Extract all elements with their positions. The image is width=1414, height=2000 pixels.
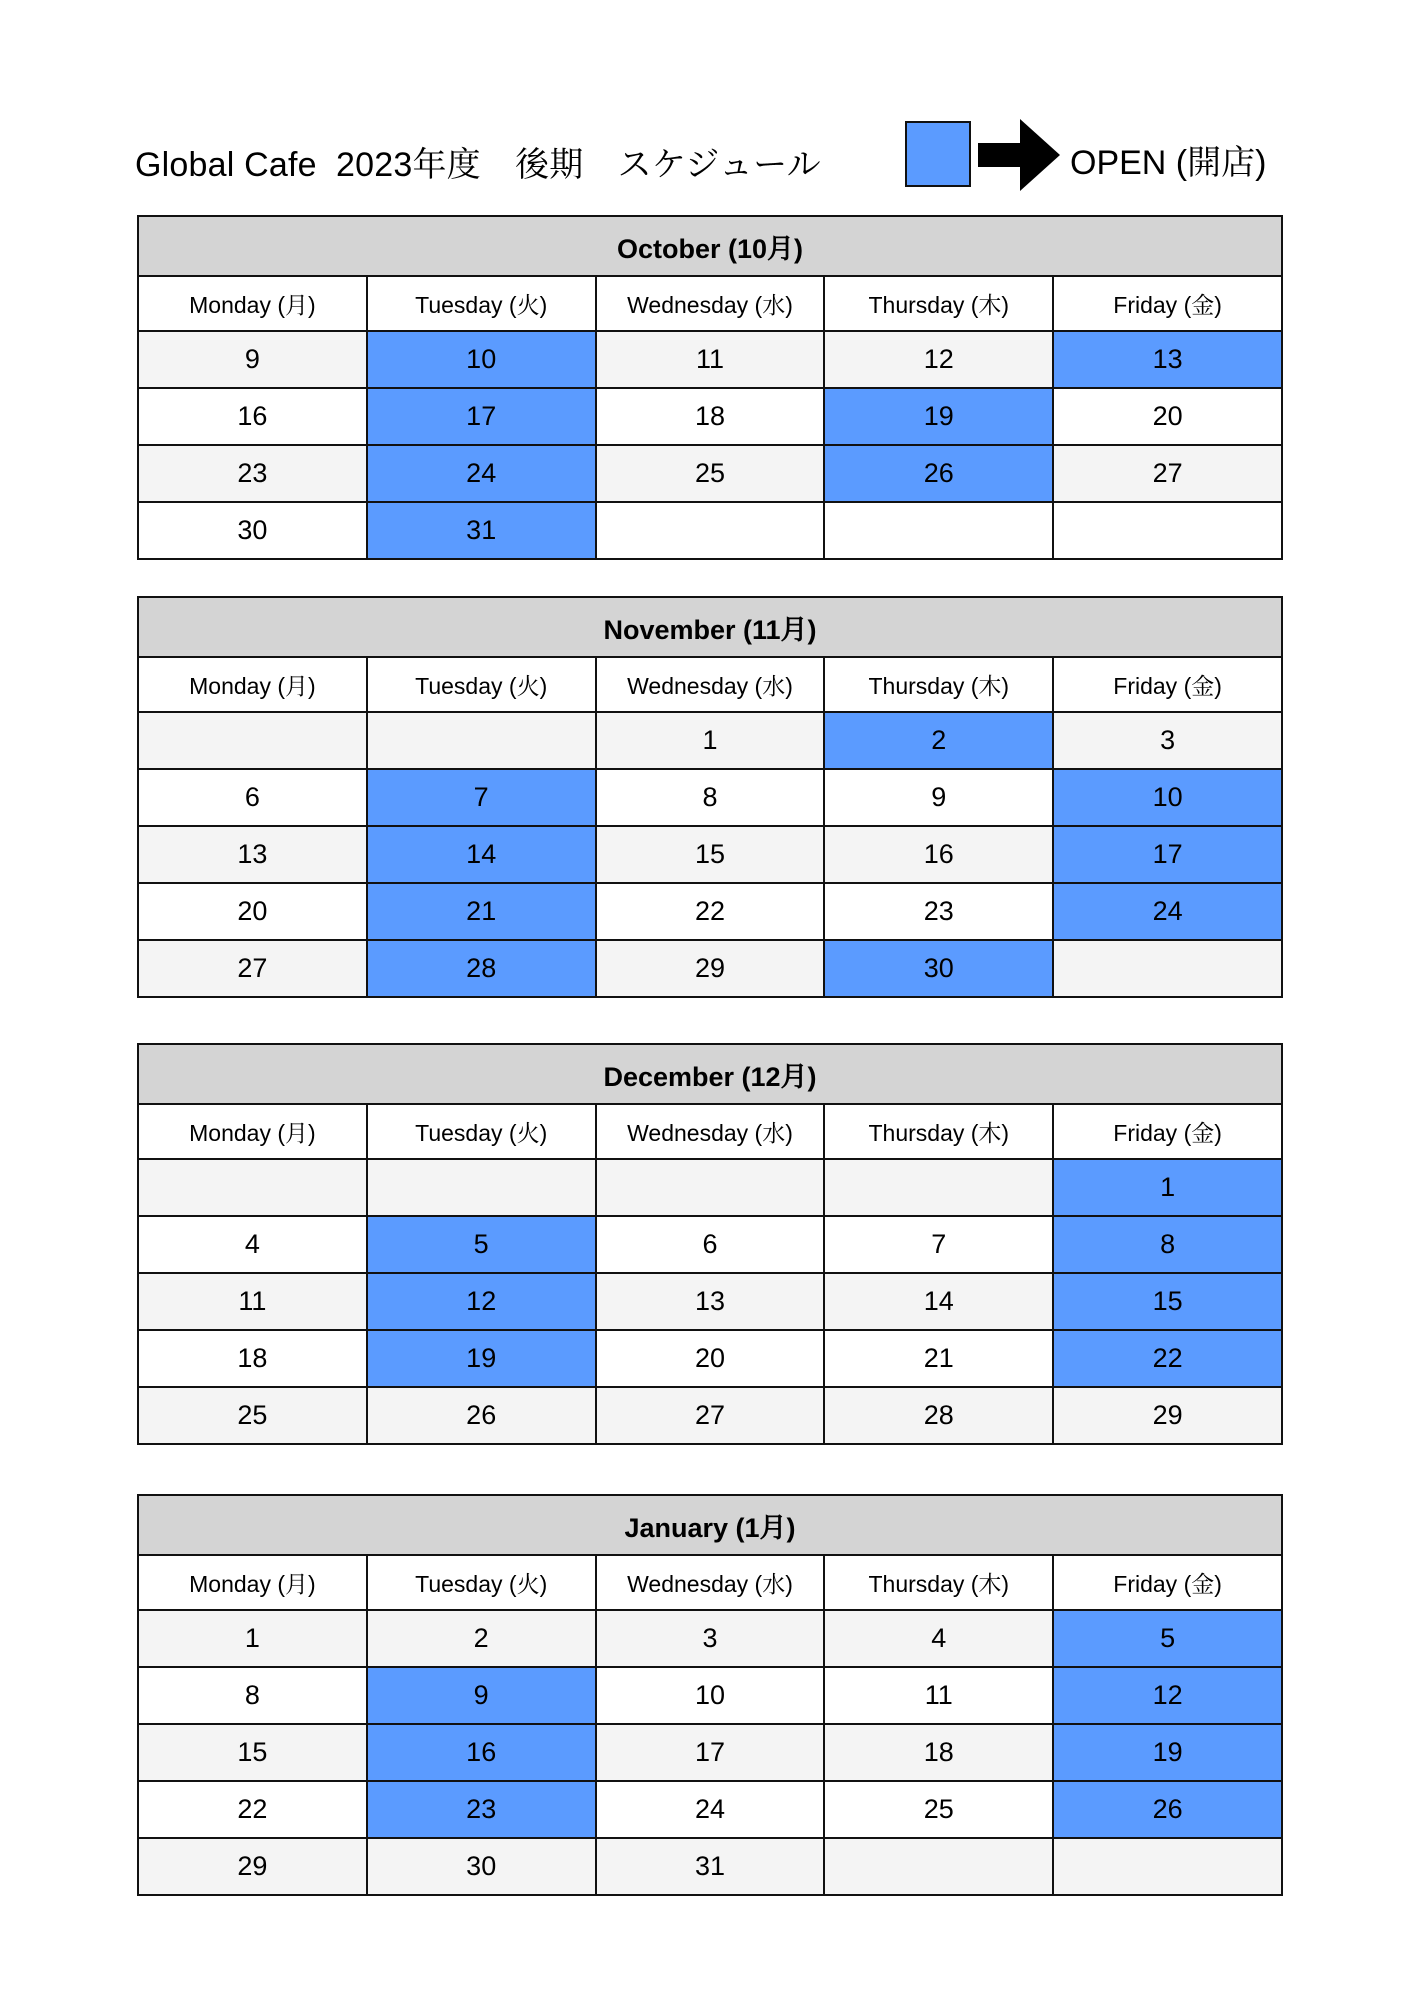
- week-row: [138, 388, 1282, 445]
- open-day-cell: 19: [1053, 1724, 1282, 1781]
- week-row: [138, 502, 1282, 559]
- day-cell: 8: [596, 769, 825, 826]
- week-row: [138, 1724, 1282, 1781]
- week-row: [138, 1273, 1282, 1330]
- day-cell: 22: [138, 1781, 367, 1838]
- day-cell: 3: [596, 1610, 825, 1667]
- open-day-cell: 26: [1053, 1781, 1282, 1838]
- open-day-cell: 28: [367, 940, 596, 997]
- open-day-cell: 1: [1053, 1159, 1282, 1216]
- open-day-cell: 9: [367, 1667, 596, 1724]
- month-calendar-january: [137, 1494, 1283, 1896]
- empty-day-cell: [596, 1159, 825, 1216]
- week-row: [138, 826, 1282, 883]
- open-day-cell: 12: [1053, 1667, 1282, 1724]
- weekday-header: Thursday (木): [824, 1555, 1053, 1610]
- open-day-cell: 15: [1053, 1273, 1282, 1330]
- open-day-cell: 7: [367, 769, 596, 826]
- empty-day-cell: [596, 502, 825, 559]
- week-row: [138, 1387, 1282, 1444]
- day-cell: 1: [596, 712, 825, 769]
- week-row: [138, 940, 1282, 997]
- day-cell: 3: [1053, 712, 1282, 769]
- month-calendar-november: [137, 596, 1283, 998]
- day-cell: 20: [1053, 388, 1282, 445]
- page-header: [135, 115, 1295, 200]
- day-cell: 2: [367, 1610, 596, 1667]
- weekday-header: Tuesday (火): [367, 657, 596, 712]
- open-day-cell: 17: [367, 388, 596, 445]
- weekday-header: Wednesday (水): [596, 657, 825, 712]
- weekday-header: Monday (月): [138, 1104, 367, 1159]
- weekday-header: Wednesday (水): [596, 1104, 825, 1159]
- week-row: [138, 445, 1282, 502]
- page-title: Global Cafe 2023年度 後期 スケジュール: [135, 146, 821, 184]
- month-title: November (11月): [138, 597, 1282, 657]
- day-cell: 4: [138, 1216, 367, 1273]
- day-cell: 1: [138, 1610, 367, 1667]
- weekday-header: Tuesday (火): [367, 1555, 596, 1610]
- day-cell: 28: [824, 1387, 1053, 1444]
- weekday-header: Friday (金): [1053, 276, 1282, 331]
- weekday-header: Thursday (木): [824, 1104, 1053, 1159]
- day-cell: 27: [596, 1387, 825, 1444]
- month-title: October (10月): [138, 216, 1282, 276]
- week-row: [138, 883, 1282, 940]
- weekday-header: Wednesday (水): [596, 1555, 825, 1610]
- day-cell: 20: [138, 883, 367, 940]
- day-cell: 30: [367, 1838, 596, 1895]
- empty-day-cell: [824, 502, 1053, 559]
- weekday-header: Tuesday (火): [367, 1104, 596, 1159]
- weekday-header: Friday (金): [1053, 1555, 1282, 1610]
- day-cell: 11: [596, 331, 825, 388]
- open-day-cell: 21: [367, 883, 596, 940]
- day-cell: 4: [824, 1610, 1053, 1667]
- open-day-cell: 26: [824, 445, 1053, 502]
- day-cell: 6: [138, 769, 367, 826]
- day-cell: 15: [138, 1724, 367, 1781]
- day-cell: 17: [596, 1724, 825, 1781]
- weekday-header: Friday (金): [1053, 657, 1282, 712]
- day-cell: 23: [824, 883, 1053, 940]
- empty-day-cell: [367, 712, 596, 769]
- day-cell: 29: [1053, 1387, 1282, 1444]
- empty-day-cell: [824, 1838, 1053, 1895]
- day-cell: 29: [138, 1838, 367, 1895]
- week-row: [138, 1159, 1282, 1216]
- open-day-cell: 10: [1053, 769, 1282, 826]
- arrow-right-icon: [978, 119, 1060, 191]
- week-row: [138, 1781, 1282, 1838]
- open-day-cell: 31: [367, 502, 596, 559]
- day-cell: 13: [596, 1273, 825, 1330]
- open-day-cell: 30: [824, 940, 1053, 997]
- month-title: December (12月): [138, 1044, 1282, 1104]
- day-cell: 23: [138, 445, 367, 502]
- day-cell: 20: [596, 1330, 825, 1387]
- day-cell: 12: [824, 331, 1053, 388]
- day-cell: 22: [596, 883, 825, 940]
- empty-day-cell: [824, 1159, 1053, 1216]
- day-cell: 16: [824, 826, 1053, 883]
- weekday-header: Monday (月): [138, 657, 367, 712]
- day-cell: 18: [596, 388, 825, 445]
- day-cell: 27: [138, 940, 367, 997]
- open-day-cell: 23: [367, 1781, 596, 1838]
- open-day-cell: 22: [1053, 1330, 1282, 1387]
- legend-open-label: OPEN (開店): [1070, 144, 1267, 182]
- week-row: [138, 1216, 1282, 1273]
- day-cell: 8: [138, 1667, 367, 1724]
- weekday-header: Wednesday (水): [596, 276, 825, 331]
- legend-open-swatch: [905, 121, 971, 187]
- day-cell: 16: [138, 388, 367, 445]
- open-day-cell: 10: [367, 331, 596, 388]
- empty-day-cell: [1053, 502, 1282, 559]
- week-row: [138, 1667, 1282, 1724]
- day-cell: 29: [596, 940, 825, 997]
- empty-day-cell: [138, 712, 367, 769]
- week-row: [138, 1838, 1282, 1895]
- day-cell: 27: [1053, 445, 1282, 502]
- day-cell: 18: [138, 1330, 367, 1387]
- open-day-cell: 19: [367, 1330, 596, 1387]
- weekday-header: Tuesday (火): [367, 276, 596, 331]
- open-day-cell: 16: [367, 1724, 596, 1781]
- weekday-header: Monday (月): [138, 1555, 367, 1610]
- month-calendar-october: [137, 215, 1283, 560]
- week-row: [138, 1610, 1282, 1667]
- day-cell: 21: [824, 1330, 1053, 1387]
- day-cell: 18: [824, 1724, 1053, 1781]
- day-cell: 11: [824, 1667, 1053, 1724]
- month-calendar-december: [137, 1043, 1283, 1445]
- day-cell: 31: [596, 1838, 825, 1895]
- day-cell: 26: [367, 1387, 596, 1444]
- day-cell: 13: [138, 826, 367, 883]
- weekday-header: Friday (金): [1053, 1104, 1282, 1159]
- day-cell: 7: [824, 1216, 1053, 1273]
- day-cell: 25: [824, 1781, 1053, 1838]
- open-day-cell: 19: [824, 388, 1053, 445]
- day-cell: 14: [824, 1273, 1053, 1330]
- week-row: [138, 769, 1282, 826]
- week-row: [138, 712, 1282, 769]
- weekday-header: Thursday (木): [824, 276, 1053, 331]
- month-title: January (1月): [138, 1495, 1282, 1555]
- open-day-cell: 13: [1053, 331, 1282, 388]
- day-cell: 30: [138, 502, 367, 559]
- day-cell: 6: [596, 1216, 825, 1273]
- empty-day-cell: [1053, 940, 1282, 997]
- open-day-cell: 8: [1053, 1216, 1282, 1273]
- day-cell: 11: [138, 1273, 367, 1330]
- open-day-cell: 12: [367, 1273, 596, 1330]
- empty-day-cell: [138, 1159, 367, 1216]
- open-day-cell: 5: [367, 1216, 596, 1273]
- open-day-cell: 17: [1053, 826, 1282, 883]
- day-cell: 15: [596, 826, 825, 883]
- weekday-header: Thursday (木): [824, 657, 1053, 712]
- day-cell: 25: [596, 445, 825, 502]
- open-day-cell: 24: [1053, 883, 1282, 940]
- open-day-cell: 5: [1053, 1610, 1282, 1667]
- day-cell: 9: [138, 331, 367, 388]
- empty-day-cell: [1053, 1838, 1282, 1895]
- open-day-cell: 24: [367, 445, 596, 502]
- empty-day-cell: [367, 1159, 596, 1216]
- weekday-header: Monday (月): [138, 276, 367, 331]
- week-row: [138, 1330, 1282, 1387]
- day-cell: 24: [596, 1781, 825, 1838]
- day-cell: 10: [596, 1667, 825, 1724]
- week-row: [138, 331, 1282, 388]
- day-cell: 9: [824, 769, 1053, 826]
- day-cell: 25: [138, 1387, 367, 1444]
- open-day-cell: 14: [367, 826, 596, 883]
- open-day-cell: 2: [824, 712, 1053, 769]
